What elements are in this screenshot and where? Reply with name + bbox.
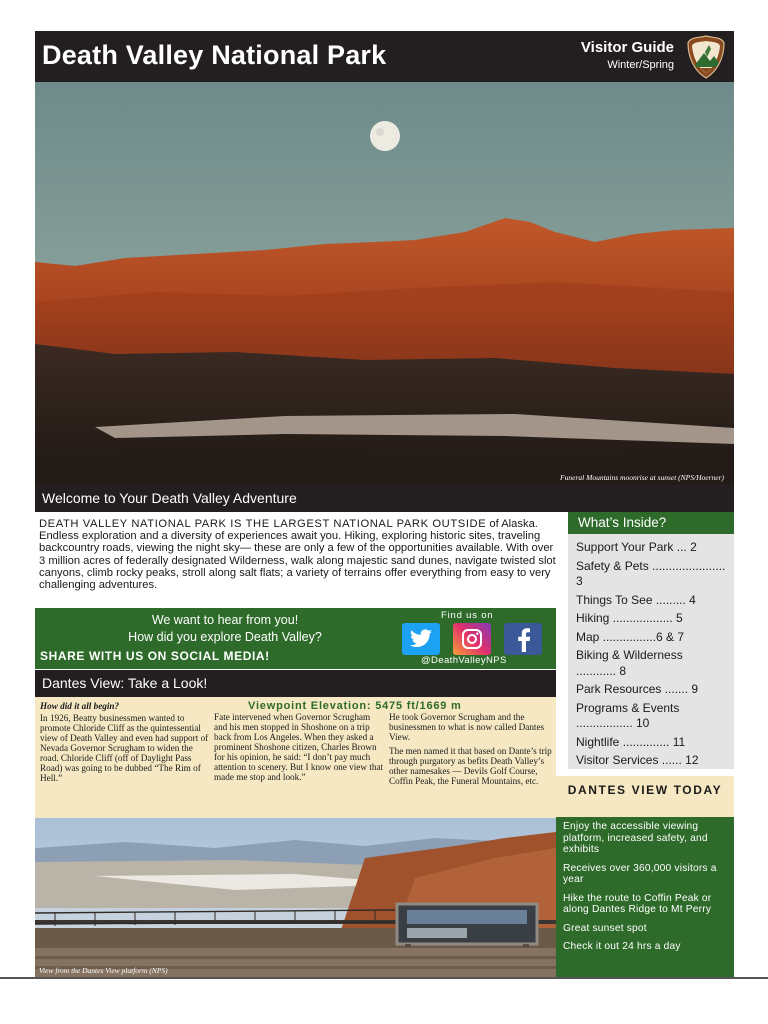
page-divider bbox=[0, 977, 768, 979]
visitor-guide-page bbox=[35, 31, 734, 979]
viewpoint-elevation: Viewpoint Elevation: 5475 ft/1669 m bbox=[248, 700, 462, 712]
toc-item[interactable]: Nightlife .............. 11 bbox=[576, 734, 686, 749]
today-item: Great sunset spot bbox=[563, 922, 647, 934]
intro-paragraph bbox=[39, 518, 559, 591]
whats-inside-heading: What’s Inside? bbox=[568, 512, 734, 534]
dantes-history-article bbox=[35, 697, 556, 818]
article-question: How did it all begin? bbox=[40, 701, 120, 711]
article-column-2: Fate intervened when Governor Scrugham and his men stopped in Shoshone on a trip back from Los Angeles. When they asked a prominent Shoshone citizen, Charles Brown for his opinion, he said: “I don’t pay much attention to scenery. But I know one view that made me stop and look.” bbox=[214, 712, 384, 782]
today-item: Enjoy the accessible viewing platform, increased safety, and exhibits bbox=[563, 821, 708, 855]
toc-item[interactable]: Biking & Wilderness ............ 8 bbox=[576, 648, 683, 678]
park-title: Death Valley National Park bbox=[42, 40, 387, 70]
toc-item[interactable]: Hiking .................. 5 bbox=[576, 611, 683, 625]
facebook-icon[interactable] bbox=[504, 623, 542, 655]
toc-item[interactable]: Park Resources ....... 9 bbox=[576, 682, 699, 696]
welcome-heading: Welcome to Your Death Valley Adventure bbox=[35, 485, 734, 512]
find-us-label: Find us on bbox=[441, 610, 494, 621]
table-of-contents bbox=[568, 534, 734, 769]
guide-label: Visitor Guide bbox=[580, 39, 674, 56]
toc-item[interactable]: Map ................6 & 7 bbox=[576, 629, 685, 644]
article-column-3-para-1: He took Governor Scrugham and the businessmen to what is now called Dantes View. bbox=[389, 712, 545, 742]
instagram-icon[interactable] bbox=[453, 623, 491, 655]
social-handle: @DeathValleyNPS bbox=[421, 655, 507, 666]
toc-item[interactable]: Visitor Services ...... 12 bbox=[576, 753, 699, 767]
dantes-view-photo bbox=[35, 818, 556, 978]
season-label: Winter/Spring bbox=[607, 59, 674, 71]
article-column-3 bbox=[389, 712, 559, 786]
dantes-photo-caption: View from the Dantes View platform (NPS) bbox=[39, 966, 168, 975]
dantes-view-today-list bbox=[556, 817, 734, 978]
toc-item[interactable]: Support Your Park ... 2 bbox=[576, 540, 697, 554]
toc-item[interactable]: Programs & Events ................. 10 bbox=[576, 700, 680, 730]
social-line-2: How did you explore Death Valley? bbox=[128, 630, 322, 644]
article-column-1: In 1926, Beatty businessmen wanted to promote Chloride Cliff as the quintessential view of Death Valley and even had support of Nevada Governor Scrugham to widen the road. Chloride Cliff (off of Daylight Pass Road) was going to be dubbed “The Rim of Hell.” bbox=[40, 713, 209, 783]
nps-arrowhead-icon bbox=[686, 35, 726, 79]
toc-item[interactable]: Safety & Pets ...................... 3 bbox=[576, 558, 726, 588]
intro-body: of Alaska. Endless exploration and a diversity of experiences await you. Hiking, exploring historic sites, traveling backcountry roads, viewing the night sky— these are only a few of the opportunities available. With over 3 million acres of federally designated Wilderness, walk along majestic sand dunes, navigate twisted slot canyons, climb rocky peaks, stroll along salt flats; a variety of terrains offer everything from easy to very challenging adventures. bbox=[39, 518, 556, 592]
social-line-1: We want to hear from you! bbox=[151, 613, 299, 627]
twitter-icon[interactable] bbox=[402, 623, 440, 655]
today-item: Hike the route to Coffin Peak or along Dantes Ridge to Mt Perry bbox=[563, 892, 712, 915]
article-column-3-para-2: The men named it that based on Dante’s trip through purgatory as befits Death Valley’s other namesakes — Devils Golf Course, Coffin Peak, the Funeral Mountains, etc. bbox=[389, 746, 552, 786]
toc-item[interactable]: Things To See ......... 4 bbox=[576, 592, 696, 607]
intro-lead: DEATH VALLEY NATIONAL PARK IS THE LARGEST NATIONAL PARK OUTSIDE bbox=[39, 518, 487, 530]
dantes-view-heading: Dantes View: Take a Look! bbox=[35, 670, 556, 697]
hero-photo bbox=[35, 82, 734, 485]
today-item: Receives over 360,000 visitors a year bbox=[563, 862, 717, 885]
hero-caption: Funeral Mountains moonrise at sunset (NPS/Hoerner) bbox=[560, 473, 724, 482]
social-media-band bbox=[35, 608, 556, 669]
dantes-view-today-heading: DANTES VIEW TODAY bbox=[556, 776, 734, 817]
masthead bbox=[35, 31, 734, 82]
today-item: Check it out 24 hrs a day bbox=[563, 941, 681, 952]
social-callout: SHARE WITH US ON SOCIAL MEDIA! bbox=[40, 649, 270, 663]
